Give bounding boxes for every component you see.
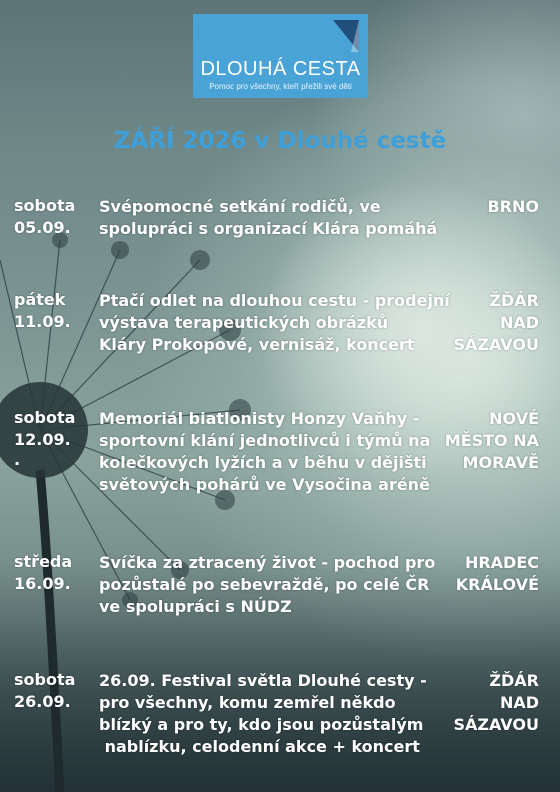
event-date: 12.09. (14, 430, 71, 449)
event-dot: . (14, 450, 21, 469)
arrow-logo-icon (329, 18, 361, 54)
event-date: 11.09. (14, 312, 71, 331)
logo (193, 14, 368, 98)
event-description: Svíčka za ztracený život - pochod pro pozůstalé po sebevraždě, po celé ČR ve spolupráci s NÚDZ (99, 553, 436, 616)
logo-name: DLOUHÁ CESTA (200, 58, 361, 80)
event-day: sobota (14, 196, 76, 215)
event-date: 16.09. (14, 574, 71, 593)
event-description: 26.09. Festival světla Dlouhé cesty - pro všechny, komu zemřel někdo blízký a pro ty, kdo jsou pozůstalým nablízku, celodenní akce + koncert (99, 671, 427, 756)
event-place: NOVÉ MĚSTO NA MORAVĚ (444, 409, 539, 472)
logo-tagline: Pomoc pro všechny, kteří přežili své děti (209, 82, 352, 91)
event-description: Ptačí odlet na dlouhou cestu - prodejní výstava terapeutických obrázků Kláry Prokopové, vernisáž, koncert (99, 291, 450, 354)
event-place: ŽĎÁR NAD SÁZAVOU (453, 671, 539, 734)
event-day: pátek (14, 290, 66, 309)
event-date: 05.09. (14, 218, 71, 237)
event-place: HRADEC KRÁLOVÉ (455, 553, 539, 594)
event-day: středa (14, 552, 73, 571)
event-description: Svépomocné setkání rodičů, ve spolupráci s organizací Klára pomáhá (99, 197, 438, 238)
event-place: BRNO (487, 197, 539, 216)
event-description: Memoriál biatlonisty Honzy Vaňhy - sportovní klání jednotlivců i týmů na kolečkových lyžích a v běhu v dějišti světových pohárů ve Vysočina aréně (99, 409, 431, 494)
page-title: ZÁŘÍ 2026 v Dlouhé cestě (113, 128, 447, 154)
event-day: sobota (14, 408, 76, 427)
event-place: ŽĎÁR NAD SÁZAVOU (453, 291, 539, 354)
event-day: sobota (14, 670, 76, 689)
event-date: 26.09. (14, 692, 71, 711)
